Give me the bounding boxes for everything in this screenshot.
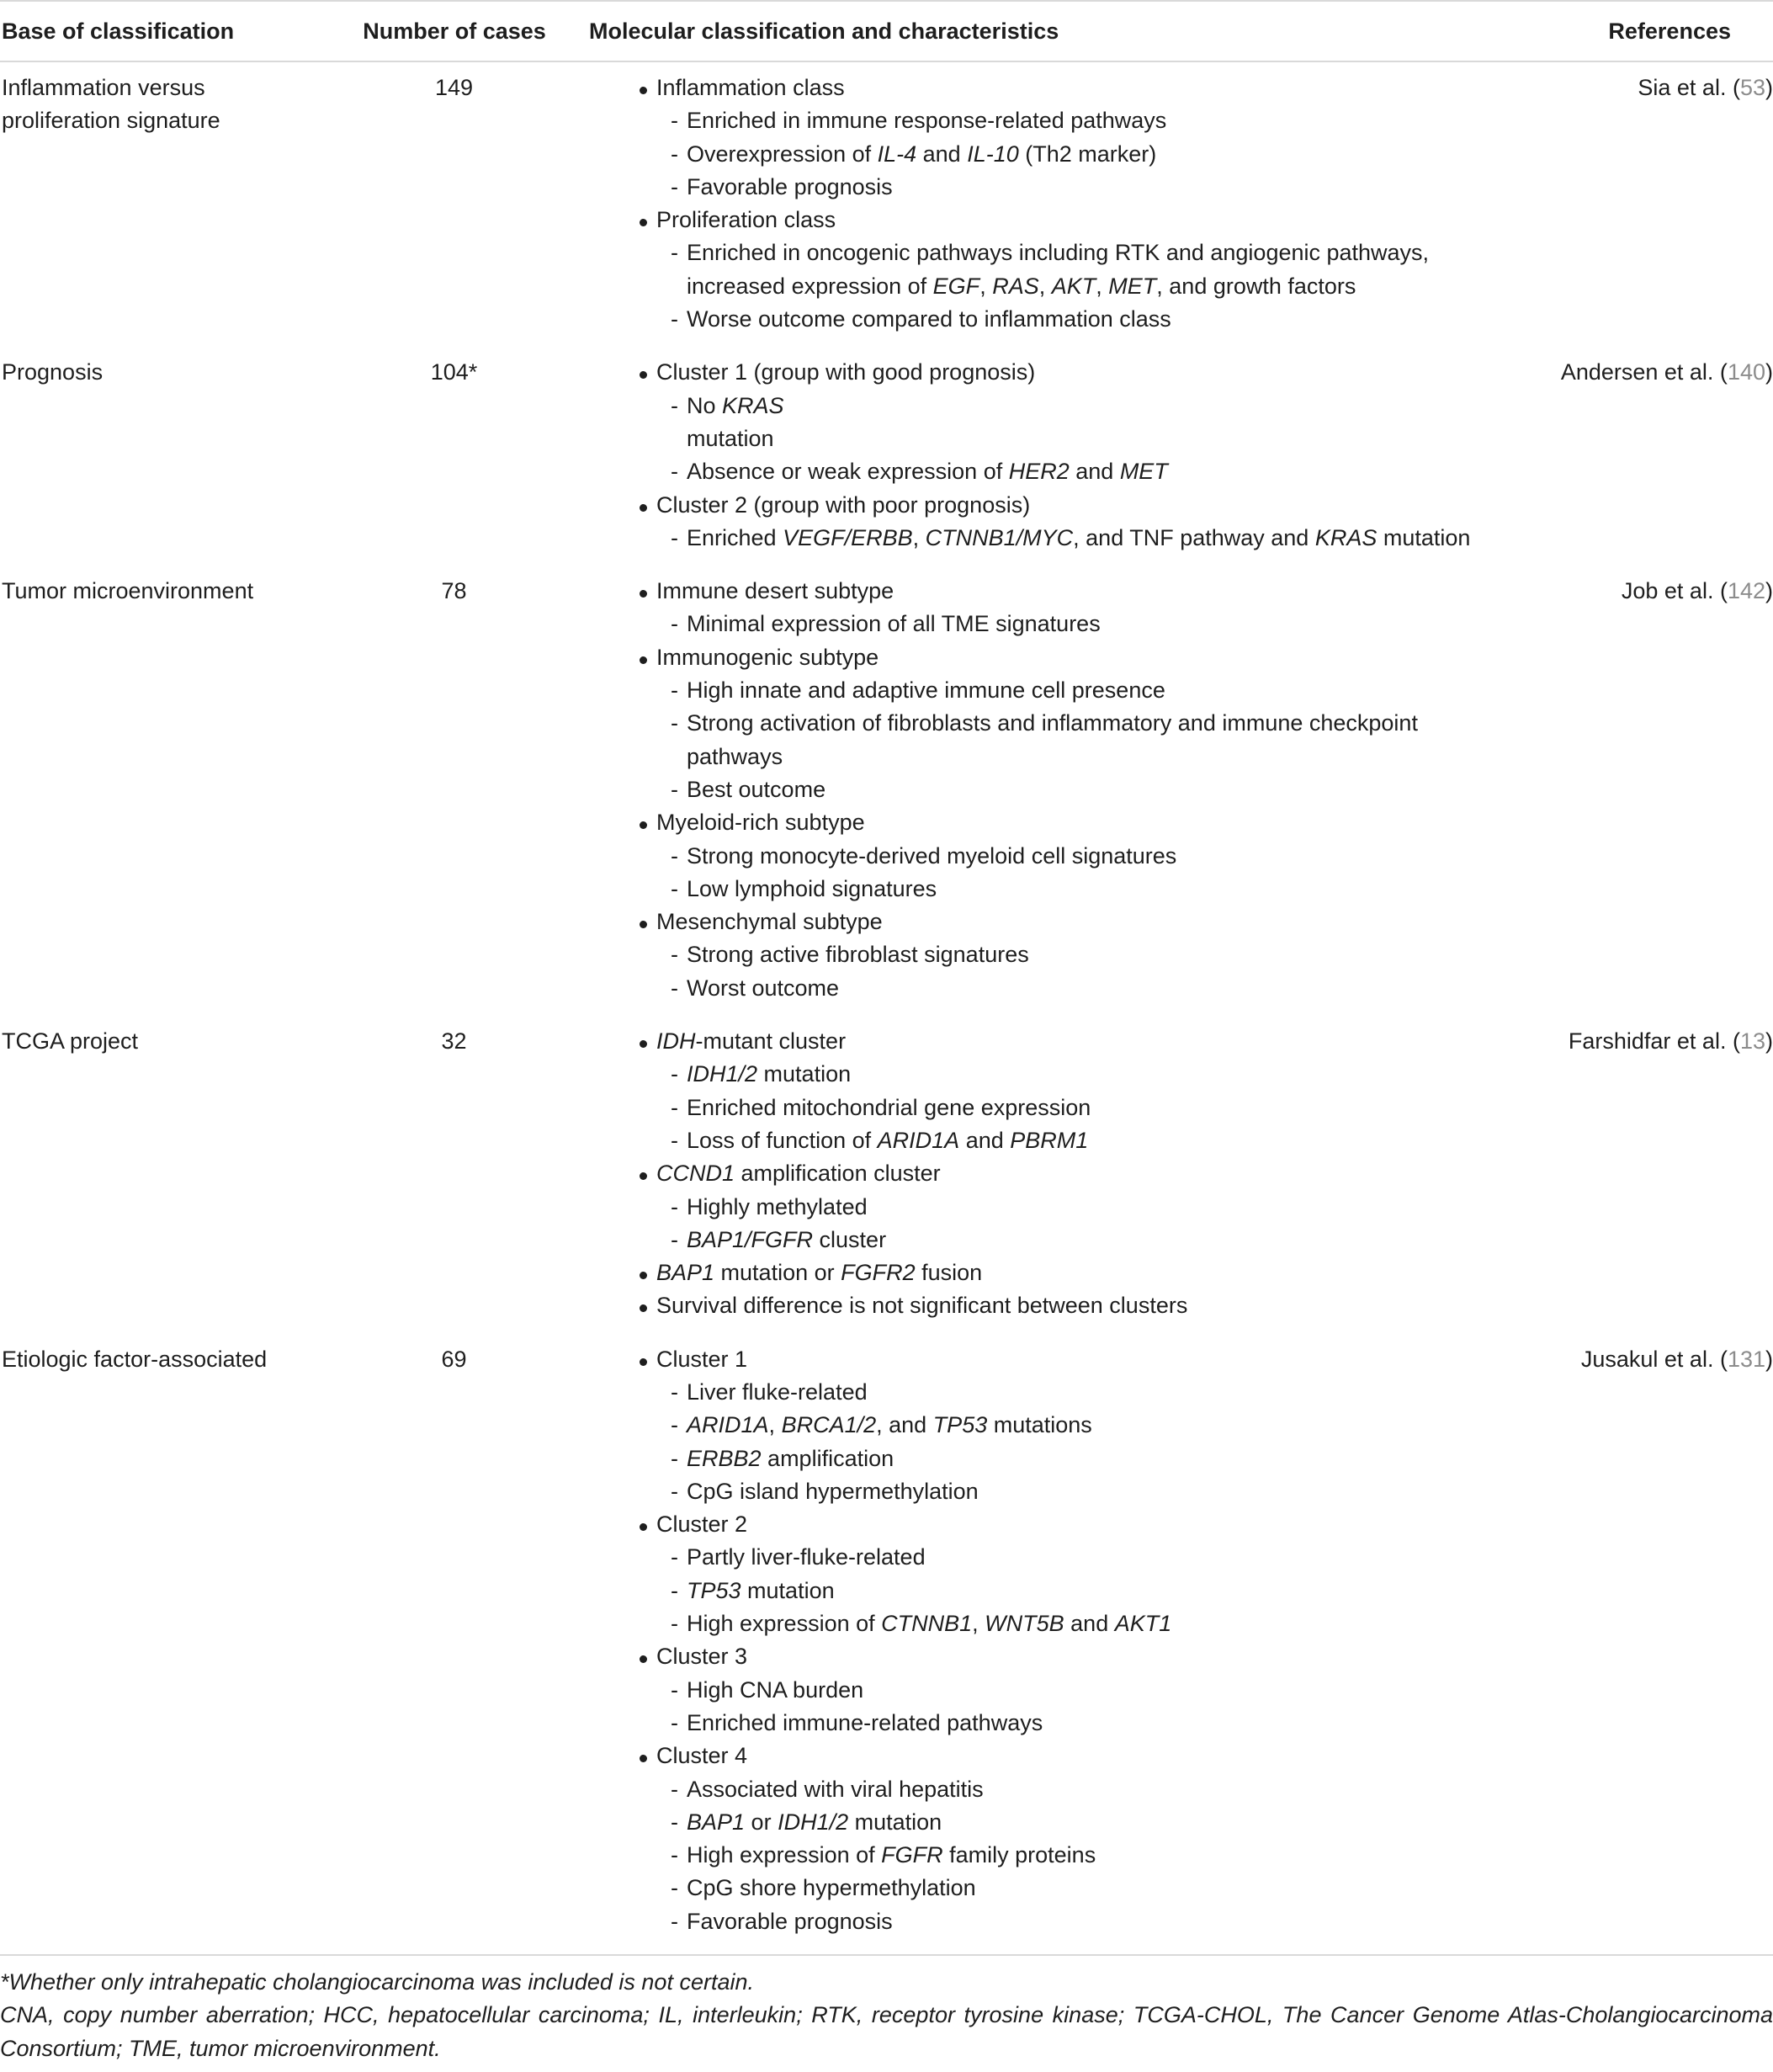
text-fragment: Immunogenic subtype: [656, 644, 879, 670]
reference-number-link[interactable]: 142: [1727, 578, 1765, 604]
dash-marker: -: [671, 306, 678, 332]
text-fragment: mutations: [987, 1412, 1092, 1438]
dash-marker: -: [671, 240, 678, 266]
dash-marker: -: [671, 1226, 678, 1252]
text-fragment: High expression of: [687, 1611, 882, 1637]
characteristic-item: [636, 773, 1486, 806]
text-fragment: Associated with viral hepatitis: [687, 1776, 984, 1802]
characteristic-item: [636, 1191, 1486, 1224]
text-fragment: mutation: [757, 1061, 852, 1087]
reference-author: Jusakul et al. (: [1580, 1346, 1728, 1372]
gene-name: ARID1A: [877, 1127, 960, 1153]
text-fragment: Immune desert subtype: [656, 578, 894, 604]
cell-molecular-classification: [587, 1016, 1487, 1334]
text-fragment: Enriched: [687, 524, 783, 550]
text-fragment: Enriched immune-related pathways: [687, 1709, 1043, 1735]
text-fragment: family proteins: [942, 1842, 1096, 1868]
gene-name: EGF: [932, 273, 980, 299]
classification-item: [636, 1025, 1486, 1058]
text-fragment: Cluster 4: [656, 1743, 748, 1769]
cell-molecular-classification: [587, 1334, 1487, 1955]
characteristic-item: [636, 1707, 1486, 1740]
text-fragment: High innate and adaptive immune cell presence: [687, 677, 1165, 704]
gene-name: CCND1: [656, 1161, 735, 1187]
classification-item: [636, 1256, 1486, 1289]
text-fragment: mutation: [848, 1809, 942, 1835]
reference-close: ): [1765, 359, 1773, 385]
text-fragment: ,: [1096, 273, 1109, 299]
text-fragment: High CNA burden: [687, 1676, 864, 1703]
table-row: [0, 566, 1773, 1016]
gene-name: KRAS: [722, 392, 784, 418]
dash-marker: -: [671, 524, 678, 550]
table-body: [0, 61, 1773, 1955]
reference-author: Sia et al. (: [1638, 75, 1740, 100]
reference-number-link[interactable]: 140: [1727, 359, 1765, 385]
classification-item: [636, 906, 1486, 938]
characteristic-item: [636, 104, 1486, 137]
characteristic-item: [636, 303, 1486, 336]
text-fragment: Strong activation of fibroblasts and inflammatory and immune checkpoint pathways: [687, 710, 1418, 769]
classification-item: [636, 489, 1486, 522]
characteristic-item: [636, 840, 1486, 873]
gene-name: IL-4: [877, 141, 917, 167]
text-fragment: ,: [768, 1412, 782, 1438]
text-fragment: ,: [972, 1611, 985, 1637]
reference-close: ): [1765, 75, 1773, 100]
text-fragment: Cluster 1 (group with good prognosis): [656, 359, 1036, 385]
reference-close: ): [1765, 1346, 1773, 1372]
text-fragment: Low lymphoid signatures: [687, 875, 937, 901]
text-fragment: , and TNF pathway and: [1073, 524, 1315, 550]
dash-marker: -: [671, 942, 678, 968]
cell-base-of-classification: Tumor microenvironment: [2, 578, 254, 604]
gene-name: IDH: [656, 1028, 696, 1055]
characteristic-item: [636, 873, 1486, 906]
classification-item: [636, 1343, 1486, 1376]
gene-name: MET: [1119, 459, 1168, 485]
cell-reference: [1487, 1334, 1773, 1955]
characteristic-item: [636, 1442, 1486, 1475]
text-fragment: Minimal expression of all TME signatures: [687, 611, 1101, 637]
characteristic-item: [636, 1607, 1486, 1640]
dash-marker: -: [671, 1412, 678, 1438]
text-fragment: fusion: [915, 1260, 983, 1286]
text-fragment: amplification cluster: [735, 1161, 941, 1187]
characteristic-item: [636, 236, 1486, 303]
dash-marker: -: [671, 842, 678, 869]
classification-item: [636, 1289, 1486, 1322]
dash-marker: -: [671, 1676, 678, 1703]
text-fragment: , and: [876, 1412, 933, 1438]
text-fragment: and: [1064, 1611, 1115, 1637]
dash-marker: -: [671, 173, 678, 199]
characteristic-item: [636, 1674, 1486, 1707]
dash-marker: -: [671, 459, 678, 485]
cell-base-of-classification: Etiologic factor-associated: [0, 1334, 320, 1955]
characteristic-item: [636, 522, 1486, 555]
classification-item: [636, 356, 1486, 389]
text-fragment: Cluster 2: [656, 1511, 748, 1538]
characteristic-item: [636, 1224, 1486, 1256]
characteristic-item: [636, 1575, 1486, 1607]
text-fragment: Favorable prognosis: [687, 173, 893, 199]
characteristic-item: [636, 1376, 1486, 1409]
cell-number-of-cases: 78: [441, 578, 467, 604]
gene-name: TP53: [687, 1577, 741, 1603]
text-fragment: and: [1069, 459, 1120, 485]
dash-marker: -: [671, 975, 678, 1001]
characteristic-item: [636, 1541, 1486, 1574]
gene-name: AKT1: [1114, 1611, 1172, 1637]
text-fragment: Proliferation class: [656, 207, 836, 233]
table-row: [0, 347, 1773, 566]
text-fragment: Worst outcome: [687, 975, 840, 1001]
gene-name: FGFR: [881, 1842, 943, 1868]
text-fragment: Overexpression of: [687, 141, 878, 167]
dash-marker: -: [671, 1908, 678, 1934]
text-fragment: Highly methylated: [687, 1193, 868, 1219]
dash-marker: -: [671, 1061, 678, 1087]
characteristic-item: [636, 1806, 1486, 1839]
dash-marker: -: [671, 875, 678, 901]
characteristic-item: [636, 1773, 1486, 1806]
dash-marker: -: [671, 776, 678, 802]
table-row: [0, 61, 1773, 347]
dash-marker: -: [671, 108, 678, 134]
gene-name: WNT5B: [985, 1611, 1064, 1637]
text-fragment: Worse outcome compared to inflammation class: [687, 306, 1171, 332]
dash-marker: -: [671, 1842, 678, 1868]
footnote-asterisk: *Whether only intrahepatic cholangiocarcinoma was included is not certain.: [0, 1969, 754, 1995]
gene-name: KRAS: [1314, 524, 1378, 550]
reference-author: Farshidfar et al. (: [1568, 1028, 1740, 1055]
gene-name: TP53: [932, 1412, 988, 1438]
gene-name: RAS: [992, 273, 1039, 299]
cell-reference: [1487, 61, 1773, 347]
reference-number-link[interactable]: 131: [1727, 1346, 1765, 1372]
gene-name: BAP1: [656, 1260, 715, 1286]
table-footnotes: [0, 1966, 1773, 2065]
text-fragment: or: [745, 1809, 778, 1835]
cell-reference: [1487, 347, 1773, 566]
text-fragment: mutation or: [714, 1260, 841, 1286]
gene-name: FGFR2: [841, 1260, 916, 1286]
text-fragment: mutation: [687, 425, 774, 451]
text-fragment: Favorable prognosis: [687, 1908, 893, 1934]
characteristic-item: [636, 1475, 1486, 1508]
cell-number-of-cases: 32: [441, 1028, 467, 1055]
classification-item: [636, 806, 1486, 839]
characteristic-item: [636, 1092, 1486, 1124]
characteristic-item: [636, 608, 1486, 640]
dash-marker: -: [671, 1776, 678, 1802]
gene-name: CTNNB1/MYC: [925, 524, 1074, 550]
header-molecular-classification: Molecular classification and characteristics: [587, 1, 1487, 61]
dash-marker: -: [671, 1709, 678, 1735]
dash-marker: -: [671, 1094, 678, 1120]
dash-marker: -: [671, 1577, 678, 1603]
gene-name: HER2: [1008, 459, 1070, 485]
text-fragment: Partly liver-fluke-related: [687, 1544, 926, 1570]
characteristic-item: [636, 171, 1486, 204]
text-fragment: (Th2 marker): [1018, 141, 1157, 167]
table-header-row: [0, 1, 1773, 61]
dash-marker: -: [671, 1809, 678, 1835]
text-fragment: ,: [1038, 273, 1052, 299]
cell-reference: [1487, 566, 1773, 1016]
gene-name: AKT: [1051, 273, 1096, 299]
text-fragment: Liver fluke-related: [687, 1379, 868, 1405]
cell-molecular-classification: [587, 347, 1487, 566]
gene-name: IL-10: [967, 141, 1019, 167]
classification-item: [636, 1740, 1486, 1772]
characteristic-item: [636, 455, 1486, 488]
cell-molecular-classification: [587, 61, 1487, 347]
characteristic-item: [636, 1058, 1486, 1091]
dash-marker: -: [671, 1445, 678, 1471]
text-fragment: -mutant cluster: [695, 1028, 847, 1055]
text-fragment: , and growth factors: [1156, 273, 1356, 299]
text-fragment: Survival difference is not significant between clusters: [656, 1293, 1188, 1319]
text-fragment: and: [959, 1127, 1011, 1153]
characteristic-item: [636, 707, 1486, 773]
characteristic-item: [636, 972, 1486, 1005]
characteristic-item: [636, 390, 1486, 456]
table-row: [0, 1334, 1773, 1955]
classification-item: [636, 72, 1486, 104]
cell-number-of-cases: 149: [434, 75, 474, 100]
classification-item: [636, 575, 1486, 608]
text-fragment: mutation: [1377, 524, 1471, 550]
text-fragment: ,: [979, 273, 993, 299]
dash-marker: -: [671, 1611, 678, 1637]
characteristic-item: [636, 1872, 1486, 1905]
characteristic-item: [636, 1409, 1486, 1442]
dash-marker: -: [671, 1478, 678, 1504]
gene-name: IDH1/2: [778, 1809, 849, 1835]
reference-number-link[interactable]: 13: [1739, 1028, 1765, 1055]
gene-name: MET: [1108, 273, 1157, 299]
gene-name: BAP1/FGFR: [687, 1226, 814, 1252]
reference-number-link[interactable]: 53: [1739, 75, 1765, 100]
dash-marker: -: [671, 392, 678, 418]
characteristic-item: [636, 1905, 1486, 1938]
reference-close: ): [1765, 578, 1773, 604]
classification-item: [636, 1640, 1486, 1673]
classification-item: [636, 1157, 1486, 1190]
cell-number-of-cases: 69: [320, 1334, 587, 1955]
text-fragment: and: [916, 141, 968, 167]
reference-author: Andersen et al. (: [1560, 359, 1728, 385]
cell-base-of-classification: TCGA project: [2, 1028, 139, 1055]
table-row: [0, 1016, 1773, 1334]
text-fragment: amplification: [761, 1445, 894, 1471]
text-fragment: Absence or weak expression of: [687, 459, 1009, 485]
text-fragment: cluster: [813, 1226, 887, 1252]
gene-name: BRCA1/2: [781, 1412, 877, 1438]
text-fragment: Cluster 3: [656, 1644, 748, 1670]
text-fragment: Cluster 1: [656, 1346, 748, 1372]
text-fragment: Mesenchymal subtype: [656, 909, 883, 935]
header-base-of-classification: Base of classification: [0, 1, 320, 61]
characteristic-item: [636, 1839, 1486, 1872]
gene-name: BAP1: [687, 1809, 746, 1835]
header-references: References: [1487, 1, 1773, 61]
characteristic-item: [636, 1124, 1486, 1157]
text-fragment: No: [687, 392, 723, 418]
cell-base-of-classification: Prognosis: [2, 359, 104, 385]
text-fragment: Enriched in immune response-related pathways: [687, 108, 1167, 134]
dash-marker: -: [671, 1127, 678, 1153]
text-fragment: Cluster 2 (group with poor prognosis): [656, 491, 1031, 518]
text-fragment: Best outcome: [687, 776, 826, 802]
gene-name: CTNNB1: [881, 1611, 973, 1637]
characteristic-item: [636, 138, 1486, 171]
text-fragment: ,: [912, 524, 926, 550]
text-fragment: CpG shore hypermethylation: [687, 1875, 976, 1901]
dash-marker: -: [671, 710, 678, 736]
text-fragment: High expression of: [687, 1842, 882, 1868]
characteristic-item: [636, 674, 1486, 707]
text-fragment: Enriched in oncogenic pathways including RTK and angiogenic pathways, increased expression of: [687, 240, 1430, 299]
text-fragment: Inflammation class: [656, 75, 845, 100]
dash-marker: -: [671, 1193, 678, 1219]
text-fragment: Myeloid-rich subtype: [656, 810, 865, 836]
cell-molecular-classification: [587, 566, 1487, 1016]
classification-item: [636, 204, 1486, 236]
cell-base-of-classification: Inflammation versus proliferation signature: [2, 75, 220, 134]
dash-marker: -: [671, 1544, 678, 1570]
gene-name: ERBB2: [687, 1445, 762, 1471]
gene-name: IDH1/2: [687, 1061, 758, 1087]
dash-marker: -: [671, 677, 678, 704]
text-fragment: Enriched mitochondrial gene expression: [687, 1094, 1091, 1120]
characteristic-item: [636, 938, 1486, 971]
cell-reference: [1487, 1016, 1773, 1334]
dash-marker: -: [671, 141, 678, 167]
classification-item: [636, 1508, 1486, 1541]
gene-name: PBRM1: [1010, 1127, 1089, 1153]
dash-marker: -: [671, 611, 678, 637]
text-fragment: Strong monocyte-derived myeloid cell signatures: [687, 842, 1177, 869]
classification-item: [636, 641, 1486, 674]
text-fragment: CpG island hypermethylation: [687, 1478, 979, 1504]
dash-marker: -: [671, 1379, 678, 1405]
gene-name: VEGF/ERBB: [783, 524, 913, 550]
dash-marker: -: [671, 1875, 678, 1901]
text-fragment: Strong active fibroblast signatures: [687, 942, 1029, 968]
cell-number-of-cases: 104*: [430, 359, 478, 385]
text-fragment: mutation: [741, 1577, 835, 1603]
footnote-abbreviations: CNA, copy number aberration; HCC, hepatocellular carcinoma; IL, interleukin; RTK, receptor tyrosine kinase; TCGA-CHOL, The Cancer Genome Atlas-Cholangiocarcinoma Consortium; TME, tumor microenvironment.: [0, 2002, 1773, 2061]
gene-name: ARID1A: [687, 1412, 769, 1438]
reference-close: ): [1765, 1028, 1773, 1055]
text-fragment: Loss of function of: [687, 1127, 878, 1153]
reference-author: Job et al. (: [1621, 578, 1728, 604]
header-number-of-cases: Number of cases: [320, 1, 587, 61]
